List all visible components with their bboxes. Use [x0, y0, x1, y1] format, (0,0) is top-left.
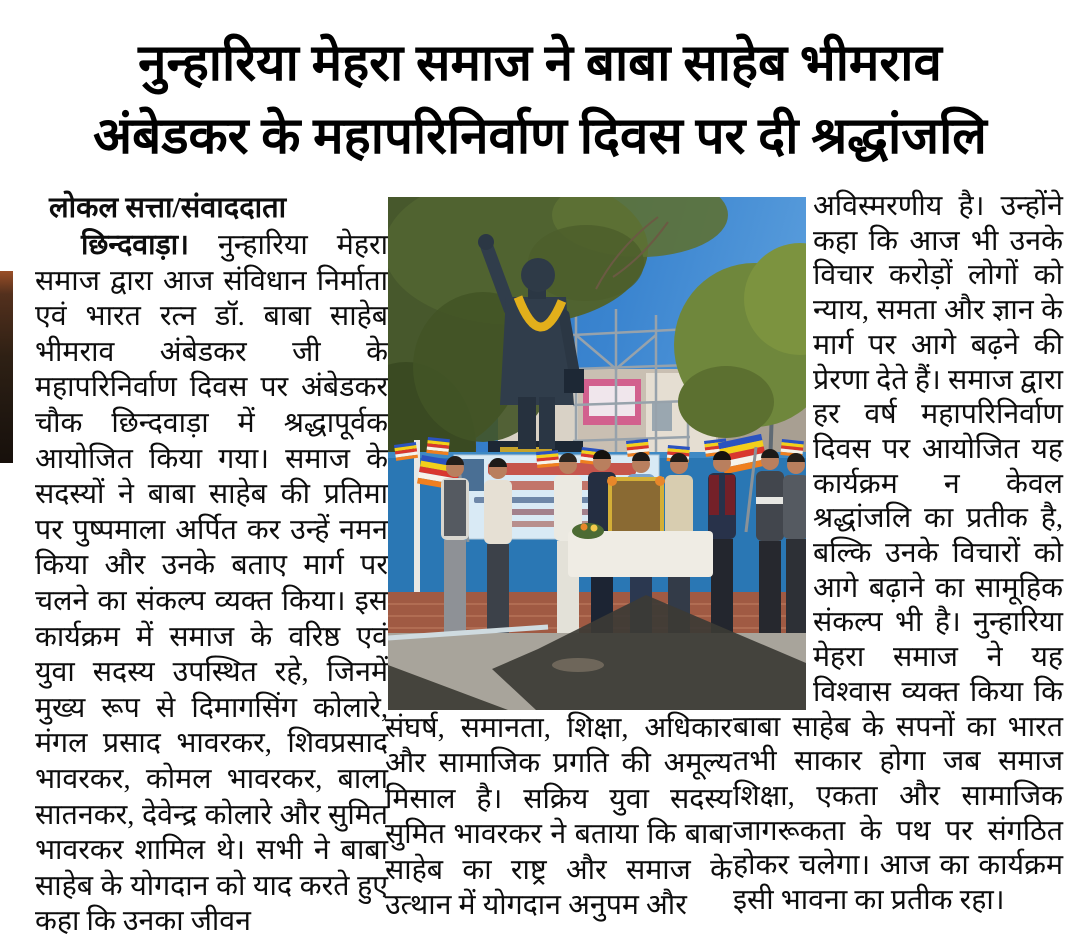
- headline-line-1: नुन्हारिया मेहरा समाज ने बाबा साहेब भीमराव: [138, 36, 942, 92]
- headline-line-2: अंबेडकर के महापरिनिर्वाण दिवस पर दी श्रद्धांजलि: [93, 109, 987, 165]
- right-column-text: अविस्मरणीय है। उन्होंने कहा कि आज भी उनके विचार करोड़ों लोगों को न्याय, समता और ज्ञान के मार्ग पर आगे बढ़ने की प्रेरणा देते हैं। समाज द्वारा हर वर्ष महापरिनिर्वाण दिवस पर आयोजित यह कार्यक्रम न केवल श्रद्धांजलि का प्रतीक है, बल्कि उनके विचारों को आगे बढ़ाने का सामूहिक संकल्प भी है। नुन्हारिया मेहरा समाज ने यह विश्वास व्यक्त किया कि बाबा साहेब के सपनों का भारत तभी साकार होगा जब समाज शिक्षा, एकता और सामाजिक जागरूकता के पथ पर संगठित होकर चलेगा। आज का कार्यक्रम इसी भावना का प्रतीक रहा।: [733, 191, 1063, 917]
- column-right: [733, 190, 1063, 919]
- article-paragraph-left: [35, 228, 388, 940]
- left-column-text: नुन्हारिया मेहरा समाज द्वारा आज संविधान निर्माता एवं भारत रत्न डॉ. बाबा साहेब भीमराव अंबेडकर जी के महापरिनिर्वाण दिवस पर अंबेडकर चौक छिन्दवाड़ा में श्रद्धापूर्वक आयोजित किया गया। समाज के सदस्यों ने बाबा साहेब की प्रतिमा पर पुष्पमाला अर्पित कर उन्हें नमन किया और उनके बताए मार्ग पर चलने का संकल्प व्यक्त किया। इस कार्यक्रम में समाज के वरिष्ठ एवं युवा सदस्य उपस्थित रहे, जिनमें मुख्य रूप से दिमागसिंग कोलारे, मंगल प्रसाद भावरकर, शिवप्रसाद भावरकर, कोमल भावरकर, बाला सातनकर, देवेन्द्र कोलारे और सुमित भावरकर शामिल थे। सभी ने बाबा साहेब के योगदान को याद करते हुए कहा कि उनका जीवन: [35, 230, 388, 938]
- middle-column-text: संघर्ष, समानता, शिक्षा, अधिकार और सामाजिक प्रगति की अमूल्य मिसाल है। सक्रिय युवा सदस्य सुमित भावरकर ने बताया कि बाबा साहेब का राष्ट्र और समाज के उत्थान में योगदान अनुपम और: [385, 713, 732, 922]
- white-pole: [414, 440, 420, 605]
- dateline: छिन्दवाड़ा।: [81, 230, 189, 261]
- ground-patch: [552, 658, 604, 672]
- garlanded-portrait: [610, 479, 662, 537]
- article-headline: [22, 28, 1058, 174]
- column-left: [35, 190, 388, 940]
- adjacent-image-sliver: [0, 271, 13, 463]
- column-middle-bottom: [385, 711, 732, 923]
- photo-wrap-spacer: [733, 190, 813, 710]
- byline: लोकल सत्ता/संवाददाता: [49, 192, 287, 224]
